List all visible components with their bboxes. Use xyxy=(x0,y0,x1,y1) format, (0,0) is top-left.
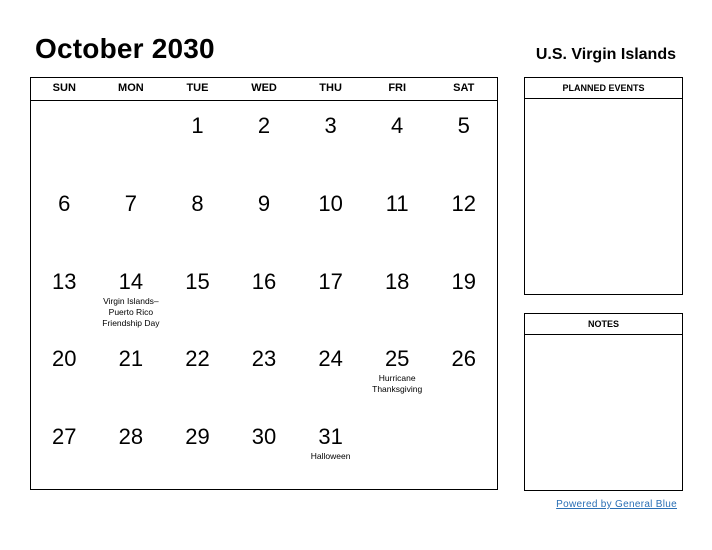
day-cell xyxy=(31,179,98,257)
day-number: 12 xyxy=(451,190,476,216)
day-cell xyxy=(31,334,98,412)
day-number: 7 xyxy=(124,190,137,216)
weekday-mon: MON xyxy=(118,82,144,94)
day-cell xyxy=(164,412,231,490)
day-cell xyxy=(364,179,431,257)
day-number: 27 xyxy=(52,424,77,450)
day-cell xyxy=(430,334,497,412)
day-number: 29 xyxy=(185,424,210,450)
day-number: 13 xyxy=(52,268,77,294)
day-number: 28 xyxy=(118,424,144,450)
planned-events-heading: PLANNED EVENTS xyxy=(525,78,682,99)
day-number: 9 xyxy=(257,190,271,216)
day-cell xyxy=(430,101,497,179)
weekday-wed: WED xyxy=(251,82,277,94)
weekday-sat: SAT xyxy=(453,82,475,94)
day-number: 3 xyxy=(324,113,337,138)
day-number: 20 xyxy=(52,346,77,372)
day-cell xyxy=(31,412,98,490)
weekday-thu: THU xyxy=(319,82,342,94)
day-number: 1 xyxy=(191,113,204,138)
weekday-header xyxy=(31,78,497,101)
day-cell xyxy=(231,179,298,257)
page-title: October 2030 xyxy=(35,33,215,64)
planned-events-panel xyxy=(524,77,683,295)
week-row xyxy=(31,412,497,490)
day-cell xyxy=(297,101,364,179)
day-number: 10 xyxy=(318,190,343,216)
day-cell xyxy=(364,101,431,179)
weekday-sun: SUN xyxy=(52,82,76,94)
day-number: 4 xyxy=(391,113,404,138)
day-number: 25 xyxy=(384,346,410,372)
day-number: 26 xyxy=(451,346,476,372)
day-cell xyxy=(364,257,431,335)
day-cell xyxy=(297,179,364,257)
day-number: 19 xyxy=(451,268,476,294)
day-number: 23 xyxy=(251,346,277,372)
day-number: 5 xyxy=(457,113,470,138)
day-number: 22 xyxy=(185,346,210,372)
empty-day-cell xyxy=(430,412,497,490)
holiday-label: Virgin Islands–Puerto Rico Friendship Day xyxy=(102,295,160,328)
day-cell xyxy=(164,257,231,335)
day-cell xyxy=(430,257,497,335)
empty-day-cell xyxy=(364,412,431,490)
day-number: 30 xyxy=(251,424,277,450)
holiday-label: Hurricane Thanksgiving xyxy=(372,373,423,395)
notes-panel xyxy=(524,313,683,491)
day-number: 16 xyxy=(251,268,277,294)
day-cell xyxy=(98,334,165,412)
week-row xyxy=(31,179,497,257)
day-number: 24 xyxy=(318,346,343,372)
day-cell xyxy=(231,257,298,335)
day-number: 2 xyxy=(257,113,271,138)
day-number: 6 xyxy=(58,190,71,216)
holiday-label: Halloween xyxy=(310,451,351,462)
day-cell xyxy=(231,412,298,490)
day-cell xyxy=(98,257,165,335)
day-number: 17 xyxy=(318,268,343,294)
day-number: 14 xyxy=(118,268,144,294)
week-row xyxy=(31,257,497,335)
calendar-grid xyxy=(30,77,498,490)
day-cell xyxy=(430,179,497,257)
day-number: 31 xyxy=(318,424,343,450)
day-cell xyxy=(297,334,364,412)
powered-by-link[interactable]: Powered by General Blue xyxy=(556,499,677,510)
day-cell xyxy=(98,412,165,490)
week-row xyxy=(31,334,497,412)
empty-day-cell xyxy=(31,101,98,179)
day-cell xyxy=(164,179,231,257)
day-cell xyxy=(364,334,431,412)
weekday-fri: FRI xyxy=(388,82,407,94)
day-cell xyxy=(164,101,231,179)
day-cell xyxy=(231,101,298,179)
day-number: 15 xyxy=(185,268,210,294)
day-number: 8 xyxy=(191,190,204,216)
notes-heading: NOTES xyxy=(525,314,682,335)
day-cell xyxy=(98,179,165,257)
calendar-body xyxy=(31,101,497,490)
day-number: 11 xyxy=(385,190,409,216)
day-cell xyxy=(164,334,231,412)
day-number: 21 xyxy=(118,346,144,372)
week-row xyxy=(31,101,497,179)
day-cell xyxy=(31,257,98,335)
region-label: U.S. Virgin Islands xyxy=(535,46,676,63)
day-cell xyxy=(297,257,364,335)
weekday-tue: TUE xyxy=(186,82,209,94)
day-number: 18 xyxy=(384,268,410,294)
empty-day-cell xyxy=(98,101,165,179)
day-cell xyxy=(231,334,298,412)
day-cell xyxy=(297,412,364,490)
